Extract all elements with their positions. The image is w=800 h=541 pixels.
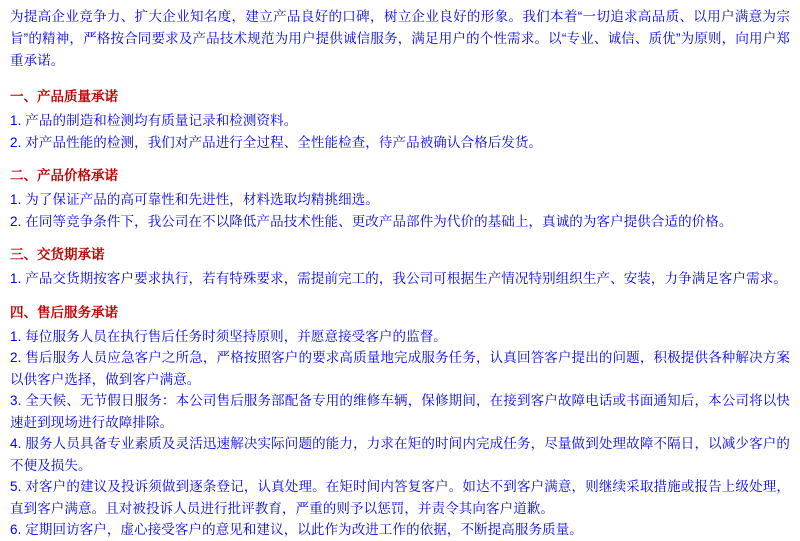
list-item: 3. 全天候、无节假日服务：本公司售后服务部配备专用的维修车辆，保修期间，在接到客户故障电话或书面通知后，本公司将以快速赶到现场进行故障排除。 <box>10 393 790 430</box>
list-item: 1. 每位服务人员在执行售后任务时须坚持原则，并愿意接受客户的监督。 <box>10 328 447 344</box>
list-item: 5. 对客户的建议及投诉须做到逐条登记，认真处理。在矩时间内答复客户。如达不到客户满意，则继续采取措施或报告上级处理，直到客户满意。且对被投诉人员进行批评教育，严重的则予以惩罚，并责令其向客户道歉。 <box>10 479 790 516</box>
list-item: 2. 对产品性能的检测，我们对产品进行全过程、全性能检查，待产品被确认合格后发货。 <box>10 134 543 150</box>
intro-paragraph: 为提高企业竞争力、扩大企业知名度，建立产品良好的口碑，树立企业良好的形象。我们本着“一切追求高品质、以用户满意为宗旨”的精神，严格按合同要求及产品技术规范为用户提供诚信服务，满足用户的个性需求。以“专业、诚信、质优”为原则，向用户郑重承诺。 <box>10 9 790 68</box>
list-item: 1. 为了保证产品的高可靠性和先进性，材料选取均精挑细选。 <box>10 192 379 207</box>
list-item: 1. 产品的制造和检测均有质量记录和检测资料。 <box>10 113 298 128</box>
section-product-quality <box>10 86 790 153</box>
list-item: 1. 产品交货期按客户要求执行，若有特殊要求，需提前完工的，我公司可根据生产情况特别组织生产、安装，力争满足客户需求。 <box>10 271 787 286</box>
list-item: 6. 定期回访客户，虚心接受客户的意见和建议，以此作为改进工作的依据，不断提高服务质量。 <box>10 522 583 537</box>
list-item: 2. 在同等竞争条件下，我公司在不以降低产品技术性能、更改产品部件为代价的基础上，真诚的为客户提供合适的价格。 <box>10 213 733 229</box>
section-product-price <box>10 165 790 232</box>
section-heading: 四、售后服务承诺 <box>10 304 118 320</box>
section-after-sales-service <box>10 302 790 541</box>
section-heading: 二、产品价格承诺 <box>10 168 118 183</box>
section-delivery-date <box>10 244 790 290</box>
section-heading: 一、产品质量承诺 <box>10 89 118 104</box>
list-item: 2. 售后服务人员应急客户之所急，严格按照客户的要求高质量地完成服务任务，认真回答客户提出的问题，积极提供各种解决方案以供客户选择，做到客户满意。 <box>10 350 790 387</box>
section-heading: 三、交货期承诺 <box>10 247 105 262</box>
list-item: 4. 服务人员具备专业素质及灵活迅速解决实际问题的能力，力求在矩的时间内完成任务，尽量做到处理故障不隔日，以减少客户的不便及损失。 <box>10 436 790 473</box>
